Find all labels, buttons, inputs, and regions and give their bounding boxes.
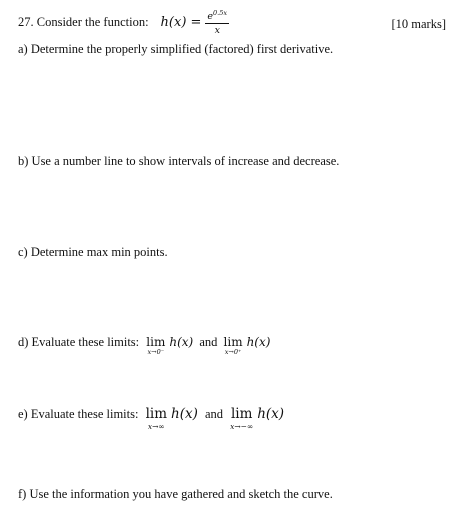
limit-subscript: x→0⁻ xyxy=(147,348,165,356)
numerator-exponent: 0.5x xyxy=(213,8,228,17)
part-d-prefix: d) Evaluate these limits: xyxy=(18,335,140,349)
lim-word: lim xyxy=(230,406,253,422)
part-a: a) Determine the properly simplified (factored) first derivative. xyxy=(18,42,334,56)
numerator-base: e xyxy=(207,10,214,22)
limit-subscript: x→∞ xyxy=(147,421,165,431)
lim-word: lim xyxy=(223,335,243,349)
part-e-prefix: e) Evaluate these limits: xyxy=(18,407,139,421)
function-definition xyxy=(161,9,230,36)
lim-word: lim xyxy=(145,406,168,422)
function-numerator xyxy=(205,9,229,24)
part-d xyxy=(18,336,270,356)
part-e-limit-2 xyxy=(230,408,253,430)
part-d-limit-1 xyxy=(146,336,165,356)
part-c: c) Determine max min points. xyxy=(18,245,168,259)
function-fraction xyxy=(205,9,229,36)
part-e-limit-1 xyxy=(146,408,167,430)
part-f: f) Use the information you have gathered and sketch the curve. xyxy=(18,487,333,501)
part-b: b) Use a number line to show intervals of increase and decrease. xyxy=(18,154,340,168)
function-denominator: x xyxy=(214,24,220,36)
and-word: and xyxy=(204,407,224,421)
lim-word: lim xyxy=(146,335,166,349)
part-d-limit-2 xyxy=(224,336,243,356)
limit-subscript: x→−∞ xyxy=(230,421,254,431)
limit-expression: h(x) xyxy=(171,406,198,422)
function-lhs: h(x) = xyxy=(160,14,202,30)
limit-expression: h(x) xyxy=(246,335,271,349)
and-word: and xyxy=(199,335,218,349)
limit-expression: h(x) xyxy=(257,406,285,422)
part-e xyxy=(18,408,284,430)
limit-subscript: x→0⁺ xyxy=(224,348,242,356)
limit-expression: h(x) xyxy=(169,335,194,349)
question-number-label: 27. Consider the function: xyxy=(18,14,149,29)
question-header xyxy=(18,8,229,36)
marks-label: [10 marks] xyxy=(391,17,446,31)
